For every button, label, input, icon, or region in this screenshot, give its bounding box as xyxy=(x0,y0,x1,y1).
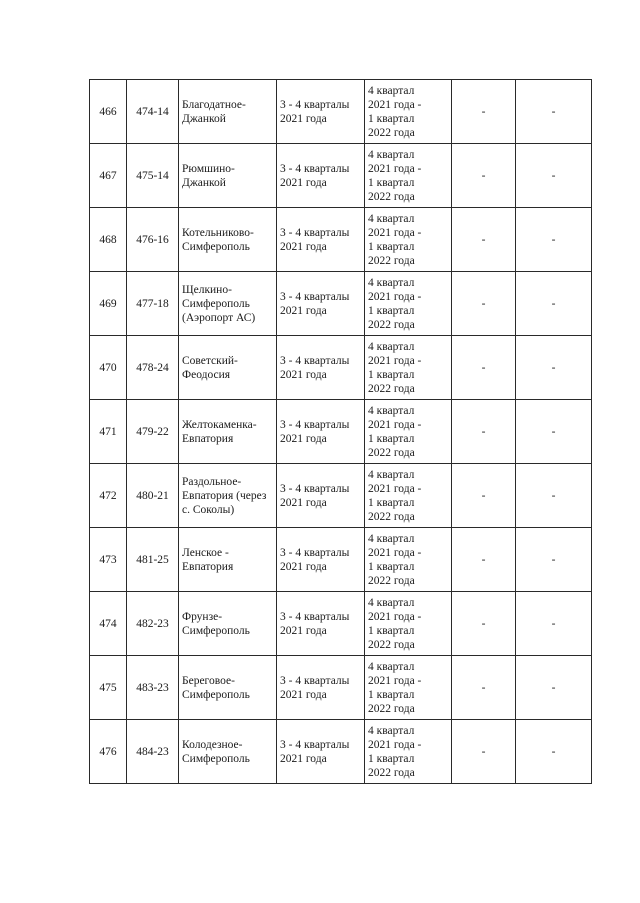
row-number: 472 xyxy=(99,489,117,502)
column-6-value: - xyxy=(481,297,486,310)
start-period: 3 - 4 кварталы 2021 года xyxy=(280,226,350,253)
row-number-cell xyxy=(90,720,127,784)
row-number: 474 xyxy=(99,617,117,630)
start-period-cell xyxy=(277,656,365,720)
row-number-cell xyxy=(90,336,127,400)
end-period: 4 квартал 2021 года - 1 квартал 2022 года xyxy=(368,596,422,651)
end-period: 4 квартал 2021 года - 1 квартал 2022 года xyxy=(368,340,422,395)
route-name: Раздольное- Евпатория (через с. Соколы) xyxy=(182,475,267,516)
column-7-value-cell xyxy=(516,464,592,528)
start-period-cell xyxy=(277,272,365,336)
column-6-value: - xyxy=(481,617,486,630)
column-7-value-cell xyxy=(516,528,592,592)
column-7-value-cell xyxy=(516,592,592,656)
end-period-cell xyxy=(365,592,452,656)
row-number-cell xyxy=(90,400,127,464)
row-number: 466 xyxy=(99,105,117,118)
end-period-cell xyxy=(365,272,452,336)
route-name: Береговое- Симферополь xyxy=(182,674,250,701)
column-6-value-cell xyxy=(452,656,516,720)
route-name-cell xyxy=(179,80,277,144)
column-7-value: - xyxy=(551,169,556,182)
column-7-value: - xyxy=(551,105,556,118)
route-code-cell xyxy=(127,272,179,336)
column-6-value: - xyxy=(481,233,486,246)
row-number: 471 xyxy=(99,425,117,438)
column-7-value-cell xyxy=(516,656,592,720)
column-7-value-cell xyxy=(516,80,592,144)
start-period-cell xyxy=(277,528,365,592)
route-code: 483-23 xyxy=(136,681,169,694)
route-code: 478-24 xyxy=(136,361,169,374)
column-6-value: - xyxy=(481,361,486,374)
route-name: Щелкино- Симферополь (Аэропорт АС) xyxy=(182,283,256,324)
column-6-value: - xyxy=(481,169,486,182)
end-period: 4 квартал 2021 года - 1 квартал 2022 года xyxy=(368,724,422,779)
route-name: Фрунзе- Симферополь xyxy=(182,610,250,637)
table-row xyxy=(90,464,592,528)
column-6-value: - xyxy=(481,681,486,694)
start-period-cell xyxy=(277,208,365,272)
column-6-value-cell xyxy=(452,592,516,656)
column-6-value-cell xyxy=(452,144,516,208)
end-period-cell xyxy=(365,528,452,592)
column-7-value-cell xyxy=(516,272,592,336)
start-period: 3 - 4 кварталы 2021 года xyxy=(280,162,350,189)
column-6-value-cell xyxy=(452,400,516,464)
start-period: 3 - 4 кварталы 2021 года xyxy=(280,98,350,125)
route-code-cell xyxy=(127,464,179,528)
route-code: 480-21 xyxy=(136,489,169,502)
route-name-cell xyxy=(179,272,277,336)
column-7-value: - xyxy=(551,233,556,246)
start-period-cell xyxy=(277,464,365,528)
table-row xyxy=(90,208,592,272)
route-code-cell xyxy=(127,208,179,272)
route-code: 475-14 xyxy=(136,169,169,182)
table-row xyxy=(90,528,592,592)
end-period: 4 квартал 2021 года - 1 квартал 2022 года xyxy=(368,468,422,523)
end-period-cell xyxy=(365,208,452,272)
start-period: 3 - 4 кварталы 2021 года xyxy=(280,290,350,317)
column-6-value-cell xyxy=(452,272,516,336)
start-period: 3 - 4 кварталы 2021 года xyxy=(280,610,350,637)
end-period-cell xyxy=(365,336,452,400)
end-period-cell xyxy=(365,720,452,784)
row-number: 470 xyxy=(99,361,117,374)
route-name-cell xyxy=(179,720,277,784)
row-number-cell xyxy=(90,272,127,336)
end-period: 4 квартал 2021 года - 1 квартал 2022 года xyxy=(368,404,422,459)
column-6-value-cell xyxy=(452,464,516,528)
start-period: 3 - 4 кварталы 2021 года xyxy=(280,418,350,445)
route-name: Колодезное- Симферополь xyxy=(182,738,250,765)
routes-table-body xyxy=(90,80,592,784)
end-period-cell xyxy=(365,400,452,464)
route-name-cell xyxy=(179,208,277,272)
routes-table xyxy=(89,79,592,784)
route-name: Котельниково- Симферополь xyxy=(182,226,254,253)
route-code-cell xyxy=(127,400,179,464)
row-number: 476 xyxy=(99,745,117,758)
start-period-cell xyxy=(277,592,365,656)
route-code-cell xyxy=(127,80,179,144)
route-code-cell xyxy=(127,336,179,400)
row-number-cell xyxy=(90,80,127,144)
row-number-cell xyxy=(90,144,127,208)
end-period-cell xyxy=(365,656,452,720)
route-code-cell xyxy=(127,144,179,208)
route-code: 474-14 xyxy=(136,105,169,118)
route-code: 481-25 xyxy=(136,553,169,566)
start-period-cell xyxy=(277,80,365,144)
column-6-value: - xyxy=(481,745,486,758)
column-6-value-cell xyxy=(452,336,516,400)
row-number: 475 xyxy=(99,681,117,694)
route-code-cell xyxy=(127,656,179,720)
route-code-cell xyxy=(127,720,179,784)
route-name: Желтокаменка- Евпатория xyxy=(182,418,257,445)
start-period: 3 - 4 кварталы 2021 года xyxy=(280,546,350,573)
end-period: 4 квартал 2021 года - 1 квартал 2022 года xyxy=(368,148,422,203)
end-period: 4 квартал 2021 года - 1 квартал 2022 года xyxy=(368,660,422,715)
column-7-value: - xyxy=(551,617,556,630)
row-number: 473 xyxy=(99,553,117,566)
route-code: 476-16 xyxy=(136,233,169,246)
column-6-value-cell xyxy=(452,720,516,784)
start-period: 3 - 4 кварталы 2021 года xyxy=(280,482,350,509)
end-period: 4 квартал 2021 года - 1 квартал 2022 года xyxy=(368,84,422,139)
column-7-value: - xyxy=(551,681,556,694)
route-code: 482-23 xyxy=(136,617,169,630)
row-number-cell xyxy=(90,592,127,656)
table-row xyxy=(90,400,592,464)
start-period-cell xyxy=(277,336,365,400)
column-7-value-cell xyxy=(516,144,592,208)
row-number: 468 xyxy=(99,233,117,246)
row-number-cell xyxy=(90,656,127,720)
end-period: 4 квартал 2021 года - 1 квартал 2022 года xyxy=(368,276,422,331)
start-period-cell xyxy=(277,400,365,464)
route-code-cell xyxy=(127,592,179,656)
row-number: 469 xyxy=(99,297,117,310)
column-7-value: - xyxy=(551,297,556,310)
table-row xyxy=(90,272,592,336)
end-period-cell xyxy=(365,144,452,208)
column-6-value-cell xyxy=(452,528,516,592)
column-7-value: - xyxy=(551,553,556,566)
column-7-value: - xyxy=(551,361,556,374)
route-name-cell xyxy=(179,656,277,720)
route-name-cell xyxy=(179,464,277,528)
column-6-value: - xyxy=(481,553,486,566)
route-name: Советский- Феодосия xyxy=(182,354,238,381)
route-name: Рюмшино- Джанкой xyxy=(182,162,235,189)
route-code-cell xyxy=(127,528,179,592)
column-6-value-cell xyxy=(452,80,516,144)
table-row xyxy=(90,336,592,400)
route-name: Ленское - Евпатория xyxy=(182,546,234,573)
route-code: 484-23 xyxy=(136,745,169,758)
end-period-cell xyxy=(365,464,452,528)
route-name: Благодатное- Джанкой xyxy=(182,98,246,125)
table-row xyxy=(90,80,592,144)
table-row xyxy=(90,592,592,656)
column-7-value: - xyxy=(551,489,556,502)
end-period-cell xyxy=(365,80,452,144)
start-period: 3 - 4 кварталы 2021 года xyxy=(280,354,350,381)
table-row xyxy=(90,144,592,208)
column-7-value: - xyxy=(551,745,556,758)
row-number-cell xyxy=(90,208,127,272)
column-6-value: - xyxy=(481,105,486,118)
column-6-value: - xyxy=(481,425,486,438)
column-6-value: - xyxy=(481,489,486,502)
route-code: 477-18 xyxy=(136,297,169,310)
route-name-cell xyxy=(179,528,277,592)
column-6-value-cell xyxy=(452,208,516,272)
route-name-cell xyxy=(179,144,277,208)
row-number: 467 xyxy=(99,169,117,182)
start-period-cell xyxy=(277,144,365,208)
row-number-cell xyxy=(90,528,127,592)
route-code: 479-22 xyxy=(136,425,169,438)
row-number-cell xyxy=(90,464,127,528)
start-period: 3 - 4 кварталы 2021 года xyxy=(280,674,350,701)
route-name-cell xyxy=(179,336,277,400)
column-7-value-cell xyxy=(516,336,592,400)
end-period: 4 квартал 2021 года - 1 квартал 2022 года xyxy=(368,212,422,267)
end-period: 4 квартал 2021 года - 1 квартал 2022 года xyxy=(368,532,422,587)
route-name-cell xyxy=(179,400,277,464)
column-7-value: - xyxy=(551,425,556,438)
column-7-value-cell xyxy=(516,720,592,784)
table-row xyxy=(90,656,592,720)
start-period: 3 - 4 кварталы 2021 года xyxy=(280,738,350,765)
route-name-cell xyxy=(179,592,277,656)
column-7-value-cell xyxy=(516,400,592,464)
column-7-value-cell xyxy=(516,208,592,272)
table-row xyxy=(90,720,592,784)
start-period-cell xyxy=(277,720,365,784)
